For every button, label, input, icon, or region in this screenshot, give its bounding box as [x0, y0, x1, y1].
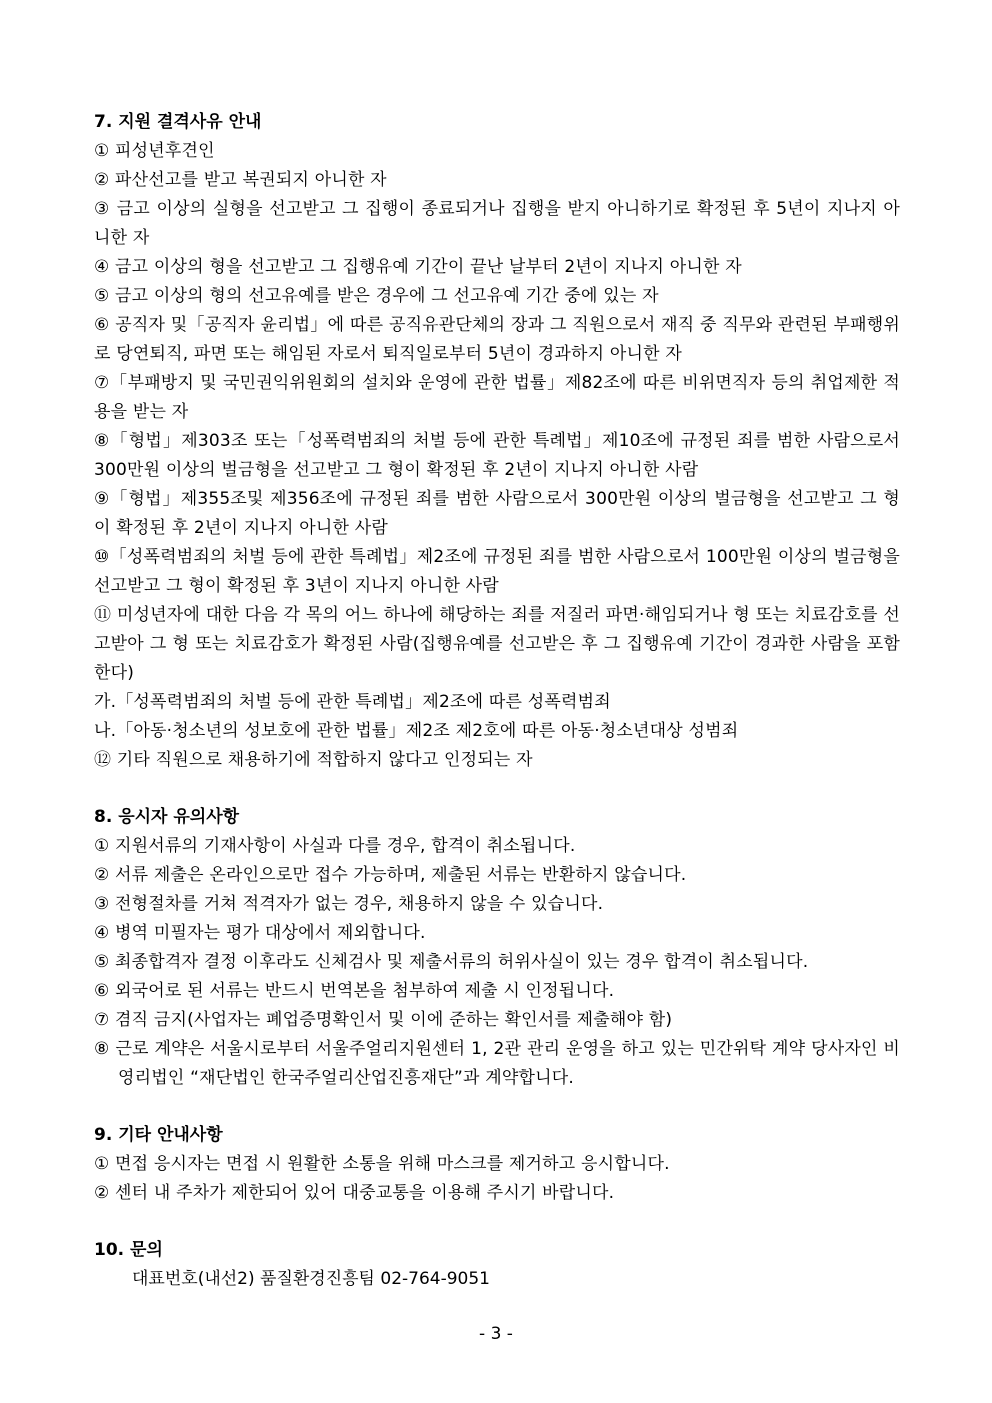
sub-item: 나.「아동·청소년의 성보호에 관한 법률」제2조 제2호에 따른 아동·청소년대상 성범죄 [94, 721, 739, 741]
section-disqualification [94, 108, 900, 775]
contact-line: 대표번호(내선2) 품질환경진흥팀 02-764-9051 [132, 1269, 490, 1289]
document-body [94, 108, 900, 1322]
list-item: ① 지원서류의 기재사항이 사실과 다를 경우, 합격이 취소됩니다. [94, 836, 576, 856]
list-item: ⑤ 금고 이상의 형의 선고유예를 받은 경우에 그 선고유예 기간 중에 있는 자 [94, 286, 659, 306]
list-item: ⑫ 기타 직원으로 채용하기에 적합하지 않다고 인정되는 자 [94, 750, 533, 770]
list-item: ⑤ 최종합격자 결정 이후라도 신체검사 및 제출서류의 허위사실이 있는 경우 합격이 취소됩니다. [94, 952, 809, 972]
list-item: ③ 금고 이상의 실형을 선고받고 그 집행이 종료되거나 집행을 받지 아니하기로 확정된 후 5년이 지나지 아니한 자 [94, 199, 900, 248]
list-item: ⑦「부패방지 및 국민권익위원회의 설치와 운영에 관한 법률」제82조에 따른 비위면직자 등의 취업제한 적용을 받는 자 [94, 373, 900, 422]
page-number: - 3 - [479, 1324, 513, 1344]
list-item: ① 피성년후견인 [94, 141, 215, 161]
list-item: ⑧ 근로 계약은 서울시로부터 서울주얼리지원센터 1, 2관 관리 운영을 하고 있는 민간위탁 계약 당사자인 비영리법인 “재단법인 한국주얼리산업진흥재단”과 계약합니다. [94, 1039, 900, 1088]
list-item: ⑥ 공직자 및「공직자 윤리법」에 따른 공직유관단체의 장과 그 직원으로서 재직 중 직무와 관련된 부패행위로 당연퇴직, 파면 또는 해임된 자로서 퇴직일로부터 5년이 경과하지 아니한 자 [94, 315, 900, 364]
list-item: ② 서류 제출은 온라인으로만 접수 가능하며, 제출된 서류는 반환하지 않습니다. [94, 865, 687, 885]
section-heading: 9. 기타 안내사항 [94, 1125, 223, 1145]
list-item: ④ 금고 이상의 형을 선고받고 그 집행유예 기간이 끝난 날부터 2년이 지나지 아니한 자 [94, 257, 742, 277]
list-item: ⑦ 겸직 금지(사업자는 폐업증명확인서 및 이에 준하는 확인서를 제출해야 함) [94, 1010, 673, 1030]
section-heading: 10. 문의 [94, 1240, 163, 1260]
section-contact [94, 1236, 900, 1294]
list-item: ③ 전형절차를 거쳐 적격자가 없는 경우, 채용하지 않을 수 있습니다. [94, 894, 604, 914]
list-item: ① 면접 응시자는 면접 시 원활한 소통을 위해 마스크를 제거하고 응시합니다. [94, 1154, 670, 1174]
list-item: ⑧「형법」제303조 또는「성폭력범죄의 처벌 등에 관한 특례법」제10조에 규정된 죄를 범한 사람으로서 300만원 이상의 벌금형을 선고받고 그 형이 확정된 후 2년이 지나지 아니한 사람 [94, 431, 900, 480]
list-item: ② 센터 내 주차가 제한되어 있어 대중교통을 이용해 주시기 바랍니다. [94, 1183, 615, 1203]
list-item: ⑨「형법」제355조및 제356조에 규정된 죄를 범한 사람으로서 300만원 이상의 벌금형을 선고받고 그 형이 확정된 후 2년이 지나지 아니한 사람 [94, 489, 900, 538]
list-item: ④ 병역 미필자는 평가 대상에서 제외합니다. [94, 923, 426, 943]
list-item: ⑩「성폭력범죄의 처벌 등에 관한 특례법」제2조에 규정된 죄를 범한 사람으로서 100만원 이상의 벌금형을 선고받고 그 형이 확정된 후 3년이 지나지 아니한 사람 [94, 547, 900, 596]
section-other-info [94, 1121, 900, 1208]
section-heading: 7. 지원 결격사유 안내 [94, 112, 262, 132]
list-item: ② 파산선고를 받고 복권되지 아니한 자 [94, 170, 387, 190]
list-item: ⑪ 미성년자에 대한 다음 각 목의 어느 하나에 해당하는 죄를 저질러 파면·해임되거나 형 또는 치료감호를 선고받아 그 형 또는 치료감호가 확정된 사람(집행유예를 선고받은 후 그 집행유예 기간이 경과한 사람을 포함한다) [94, 605, 900, 683]
section-applicant-notes [94, 803, 900, 1093]
list-item: ⑥ 외국어로 된 서류는 반드시 번역본을 첨부하여 제출 시 인정됩니다. [94, 981, 615, 1001]
sub-item: 가.「성폭력범죄의 처벌 등에 관한 특례법」제2조에 따른 성폭력범죄 [94, 692, 611, 712]
section-heading: 8. 응시자 유의사항 [94, 807, 240, 827]
